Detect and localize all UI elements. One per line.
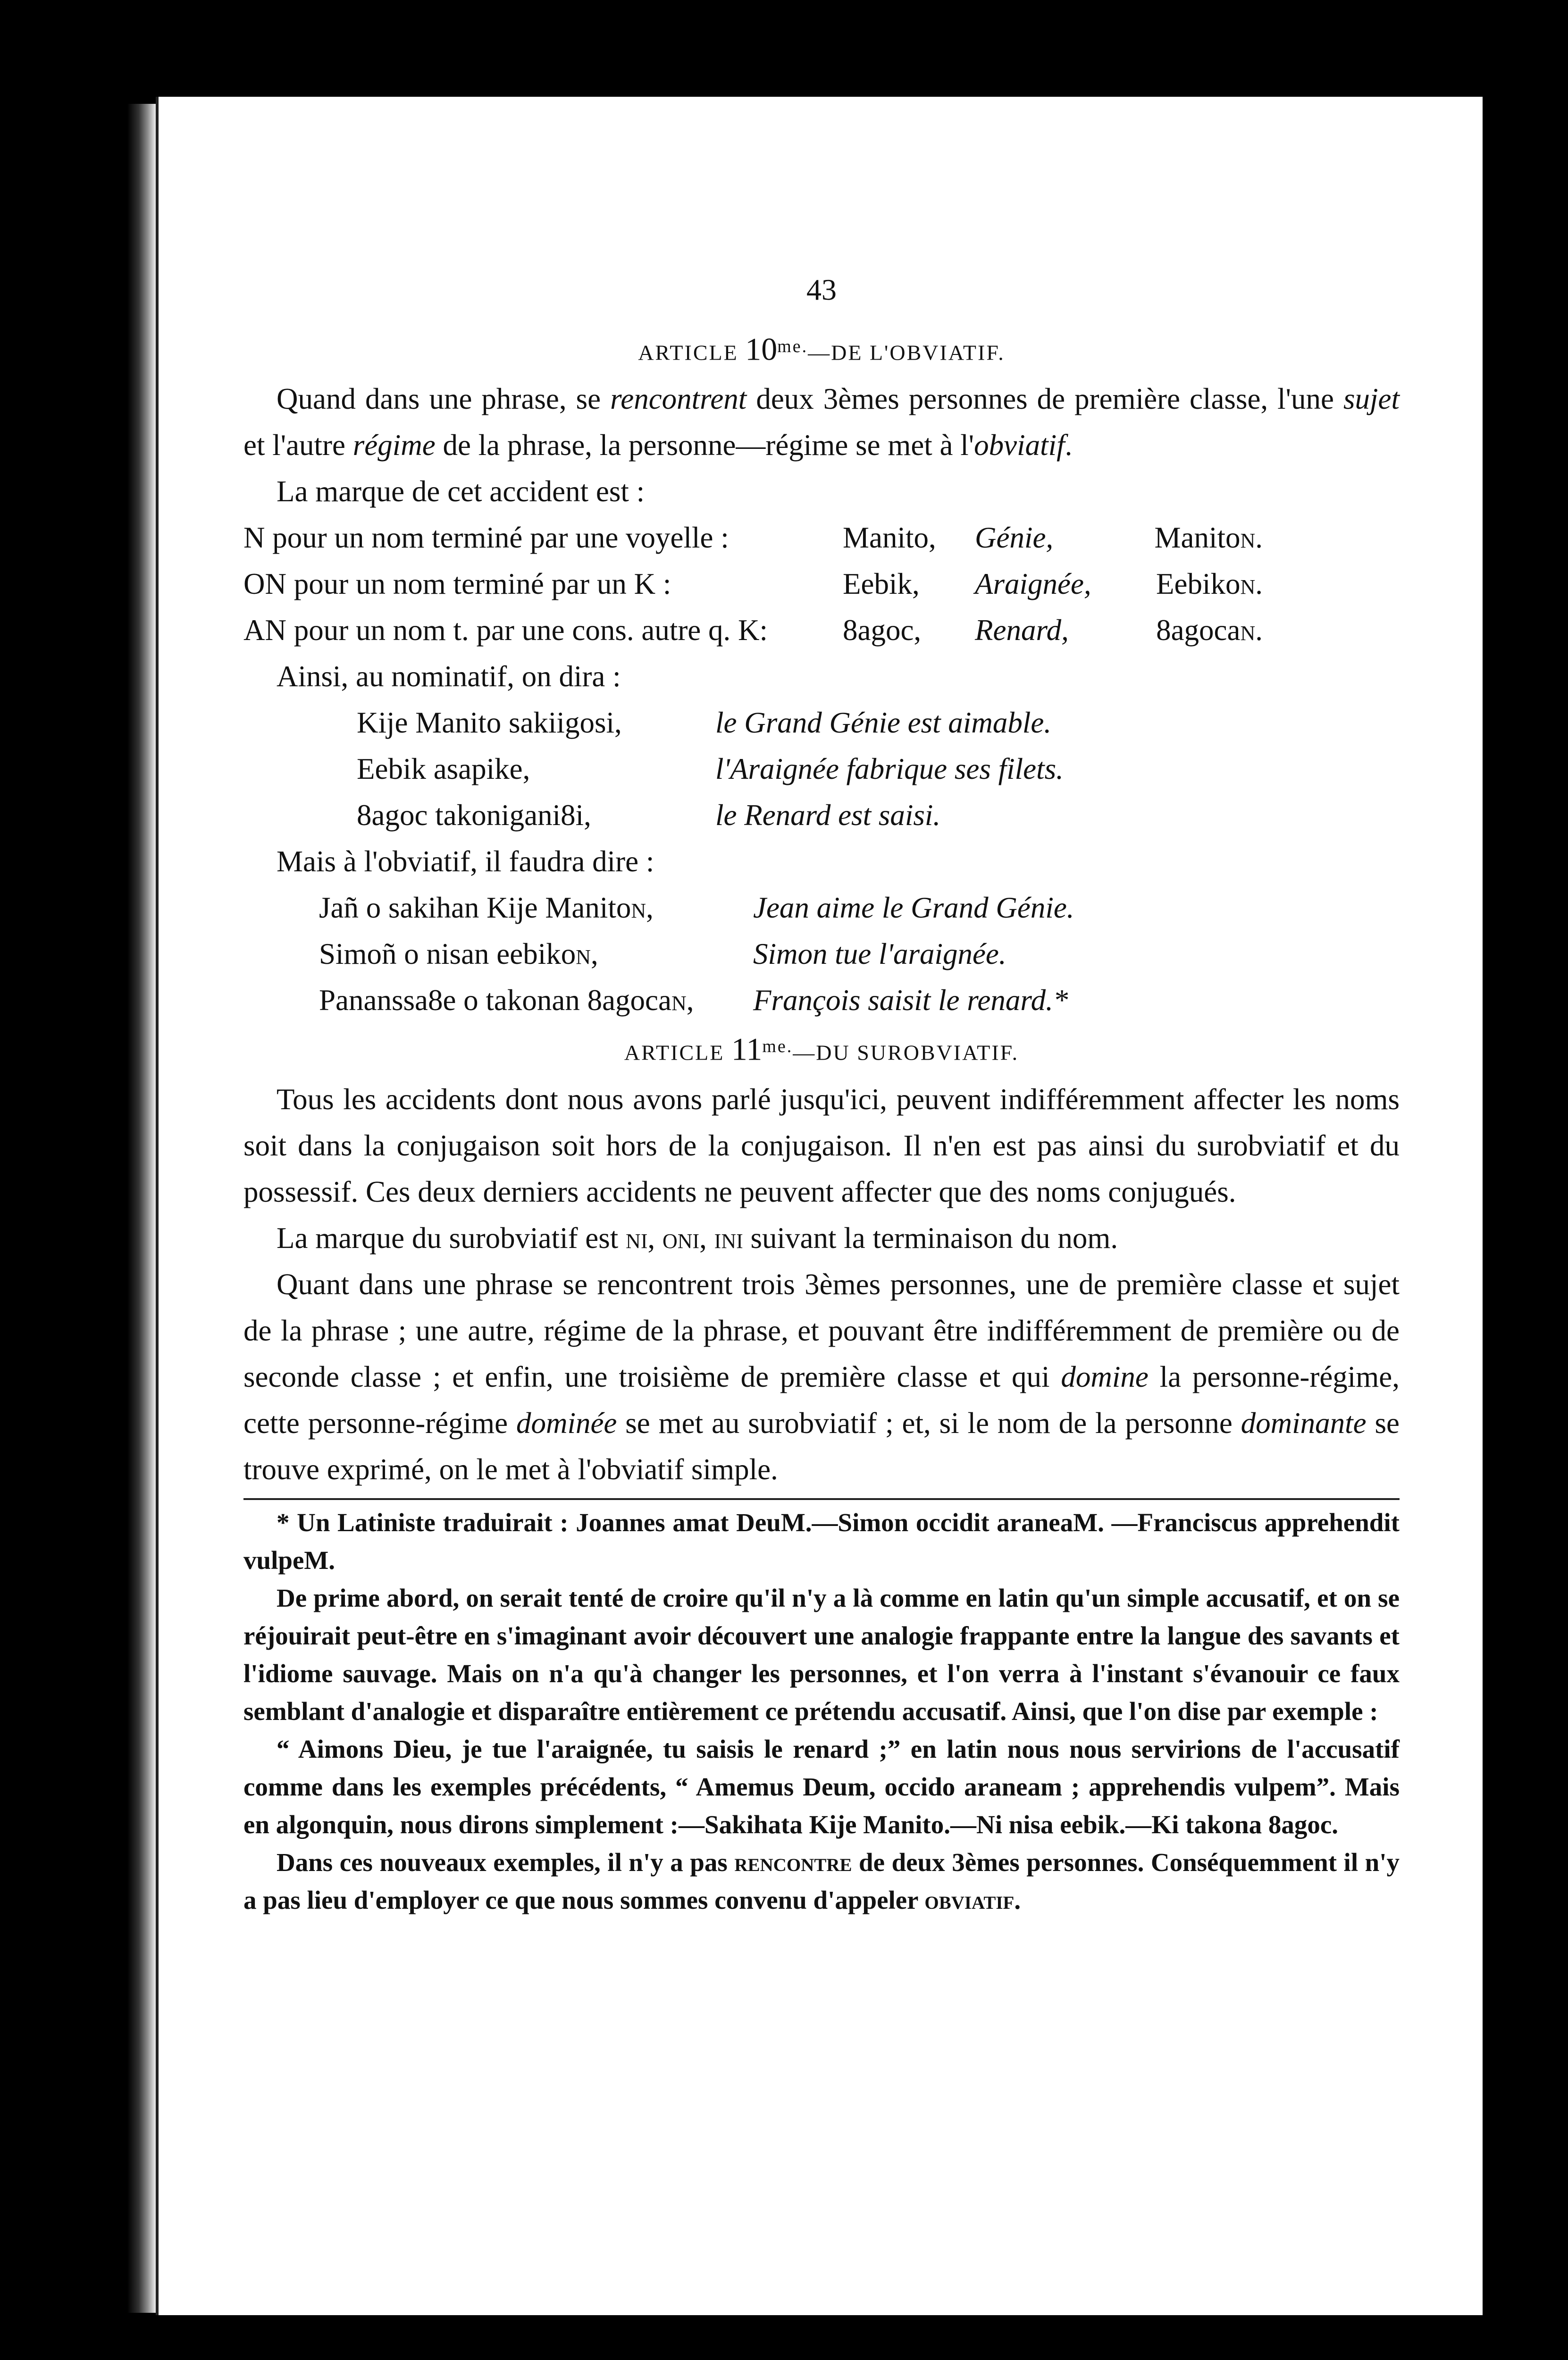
example-french: le Grand Génie est aimable. — [715, 706, 1052, 740]
article-11-label: ARTICLE — [624, 1040, 725, 1065]
article-10-number: 10 — [745, 331, 778, 367]
marque-rules-table — [243, 514, 1400, 653]
article-10-heading — [243, 323, 1400, 376]
small-caps-term: rencontre — [734, 1847, 852, 1877]
emphasis: domine — [1061, 1360, 1149, 1393]
emphasis: obviatif — [974, 429, 1065, 462]
rule-example-obviatif — [1107, 514, 1263, 561]
rule-example-word: Manito, — [843, 521, 936, 555]
example-row — [319, 977, 1400, 1023]
text: se trouve exprimé, on le met à l'obviatif simple. — [243, 1406, 1400, 1486]
rule-description: AN pour un nom t. par une cons. autre q. K: — [243, 614, 768, 647]
article-11-number: 11 — [731, 1031, 763, 1067]
small-caps-term: obviatif — [924, 1885, 1015, 1914]
page-number: 43 — [806, 273, 837, 306]
paragraph-obviatif-definition — [243, 376, 1400, 468]
example-row — [357, 746, 1400, 792]
obviatif-stem: 8agoca — [1156, 614, 1241, 647]
paragraph-surobviatif-rule — [243, 1261, 1400, 1492]
example-algonquin: Kije Manito sakiigosi, — [357, 706, 622, 740]
article-10-title: —DE L'OBVIATIF. — [808, 340, 1005, 365]
obviatif-stem: Manito — [1154, 521, 1241, 555]
text: Quand dans une phrase, se — [277, 382, 611, 416]
example-text: Simoñ o nisan eebiko — [319, 937, 576, 971]
rule-example-word: Eebik, — [843, 567, 920, 601]
rule-example-translation: Araignée, — [975, 567, 1091, 601]
article-11-title: —DU SUROBVIATIF. — [793, 1040, 1019, 1065]
rule-row — [243, 607, 1400, 653]
rule-example-translation: Génie, — [975, 521, 1054, 555]
example-french: Simon tue l'araignée. — [753, 937, 1006, 971]
example-row — [357, 792, 1400, 838]
footnote-paragraph — [243, 1844, 1400, 1919]
obviatif-ending: n. — [1240, 521, 1263, 555]
example-algonquin: Eebik asapike, — [357, 752, 530, 786]
text: Quant dans une phrase se rencontrent trois 3èmes personnes, une de première classe et sujet de la phrase ; une autre, régime de la phrase, et pouvant être indifféremment de première ou de seconde classe ; et enfin, une troisième de première classe et qui — [243, 1267, 1400, 1393]
paragraph-surobviatif-marque — [243, 1215, 1400, 1261]
article-10-label: ARTICLE — [638, 340, 738, 365]
rule-example-translation: Renard, — [975, 614, 1069, 647]
emphasis: rencontrent — [610, 382, 747, 416]
text: de la phrase, la personne—régime se met à l' — [435, 429, 974, 462]
example-french: Jean aime le Grand Génie. — [753, 891, 1074, 925]
text: se met au surobviatif ; et, si le nom de la personne — [617, 1406, 1241, 1440]
obviatif-stem: Eebiko — [1156, 567, 1241, 601]
article-10-sup: me. — [777, 337, 808, 356]
text: de deux 3èmes personnes. Conséquemment il n'y a pas lieu d'employer ce que nous sommes convenu d'appeler — [243, 1847, 1400, 1914]
example-ending: n, — [576, 937, 598, 971]
paragraph-marque-intro: La marque de cet accident est : — [277, 475, 645, 508]
text: La marque du surobviatif est — [277, 1221, 626, 1255]
emphasis: dominante — [1241, 1406, 1367, 1440]
text: suivant la terminaison du nom. — [743, 1221, 1118, 1255]
example-french: l'Araignée fabrique ses filets. — [715, 752, 1064, 786]
paragraph-accidents: Tous les accidents dont nous avons parlé jusqu'ici, peuvent indifféremment affecter les noms soit dans la conjugaison soit hors de la conjugaison. Il n'en est pas ainsi du surobviatif et du possessif. Ces deux derniers accidents ne peuvent affecter que des noms conjugués. — [243, 1082, 1400, 1208]
example-french: François saisit le renard.* — [753, 984, 1068, 1017]
example-algonquin — [319, 977, 753, 1023]
emphasis: régime — [352, 429, 436, 462]
footnote-paragraph: De prime abord, on serait tenté de croire qu'il n'y a là comme en latin qu'un simple accusatif, et on se réjouirait peut-être en s'imaginant avoir découvert une analogie frappante entre la langue des savants et l'idiome sauvage. Mais on n'a qu'à changer les personnes, et l'on verra à l'instant s'évanouir ce faux semblant d'analogie et disparaître entièrement ce prétendu accusatif. Ainsi, que l'on dise par exemple : — [243, 1583, 1400, 1726]
nominatif-examples — [357, 700, 1400, 838]
article-11-heading — [243, 1023, 1400, 1076]
example-algonquin — [319, 885, 753, 931]
footnote-paragraph: * Un Latiniste traduirait : Joannes amat DeuM.—Simon occidit araneaM. —Franciscus apprehendit vulpeM. — [243, 1508, 1400, 1575]
obviatif-examples — [319, 885, 1400, 1023]
example-text: Jañ o sakihan Kije Manito — [319, 891, 631, 925]
emphasis: dominée — [516, 1406, 617, 1440]
paragraph-nominatif-intro: Ainsi, au nominatif, on dira : — [277, 660, 621, 693]
obviatif-ending: n. — [1240, 567, 1263, 601]
emphasis: sujet — [1343, 382, 1400, 416]
text: et l'autre — [243, 429, 353, 462]
example-algonquin — [319, 931, 753, 977]
example-row — [357, 700, 1400, 746]
example-french: le Renard est saisi. — [715, 799, 941, 832]
example-ending: n, — [631, 891, 654, 925]
rule-description: N pour un nom terminé par une voyelle : — [243, 521, 729, 555]
page-edge-shadow — [127, 104, 156, 2313]
rule-row — [243, 514, 1400, 561]
example-row — [319, 885, 1400, 931]
rule-description: ON pour un nom terminé par un K : — [243, 567, 671, 601]
obviatif-ending: n. — [1240, 614, 1263, 647]
example-row — [319, 931, 1400, 977]
example-ending: n, — [671, 984, 694, 1017]
book-page — [156, 97, 1483, 2315]
rule-example-obviatif — [1107, 607, 1263, 653]
text: . — [1014, 1885, 1021, 1914]
example-algonquin: 8agoc takonigani8i, — [357, 799, 591, 832]
text: la personne-régime, cette personne-régime — [243, 1360, 1400, 1440]
page-content — [243, 267, 1400, 1919]
text: . — [1065, 429, 1073, 462]
rule-example-obviatif — [1107, 561, 1263, 607]
article-11-sup: me. — [762, 1037, 793, 1057]
footnote-paragraph: “ Aimons Dieu, je tue l'araignée, tu saisis le renard ;” en latin nous nous servirions de l'accusatif comme dans les exemples précédents, “ Amemus Deum, occido araneam ; apprehendis vulpem”. Mais en algonquin, nous dirons simplement :—Sakihata Kije Manito.—Ni nisa eebik.—Ki takona 8agoc. — [243, 1734, 1400, 1839]
rule-example-word: 8agoc, — [843, 614, 922, 647]
footnote — [243, 1504, 1400, 1919]
text: Dans ces nouveaux exemples, il n'y a pas — [277, 1847, 735, 1877]
suffixes: ni, oni, ini — [626, 1221, 743, 1255]
example-text: Pananssa8e o takonan 8agoca — [319, 984, 671, 1017]
footnote-divider — [243, 1498, 1400, 1500]
text: deux 3èmes personnes de première classe, l'une — [746, 382, 1343, 416]
paragraph-obviatif-intro: Mais à l'obviatif, il faudra dire : — [277, 845, 654, 878]
rule-row — [243, 561, 1400, 607]
